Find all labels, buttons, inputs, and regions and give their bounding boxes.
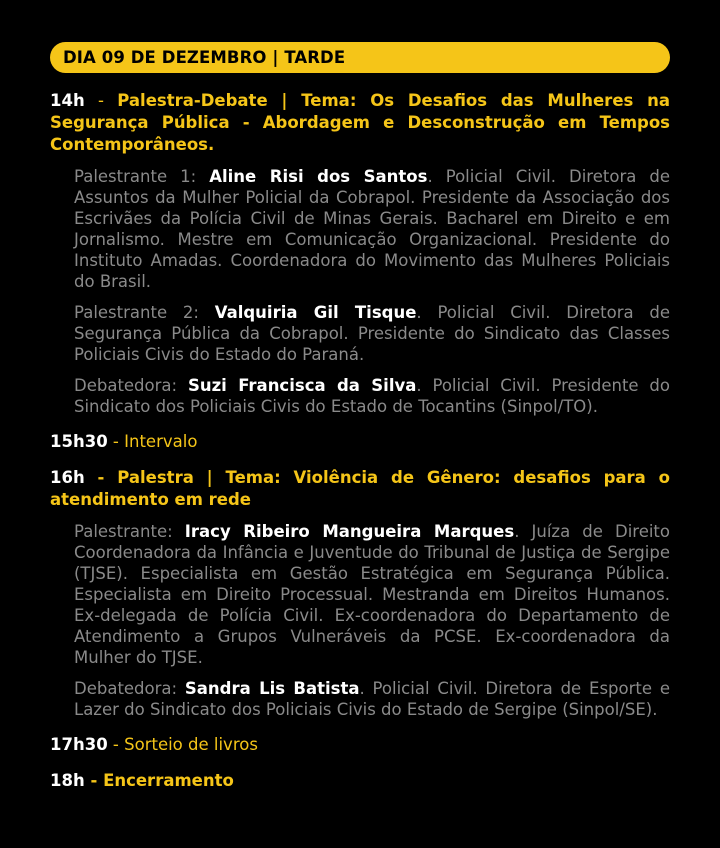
speaker-entry: [74, 375, 670, 417]
speaker-role: Debatedora:: [74, 679, 185, 698]
speaker-entry: [74, 302, 670, 365]
slot-heading: [50, 431, 670, 453]
speaker-name: Sandra Lis Batista: [184, 679, 360, 698]
speaker-role: Debatedora:: [74, 376, 188, 395]
speaker-name: Suzi Francisca da Silva: [187, 376, 417, 395]
day-label: DIA 09 DE DEZEMBRO | TARDE: [63, 48, 346, 67]
speaker-entry: [74, 521, 670, 668]
day-banner: [50, 42, 670, 73]
speaker-name: Valquiria Gil Tisque: [214, 303, 417, 322]
slot-heading: [50, 90, 670, 156]
speaker-bio: . Policial Civil. Diretora de Segurança Pública da Cobrapol. Presidente do Sindicato das Classes Policiais Civis do Estado do Paraná.: [74, 303, 670, 364]
schedule-slot-16h: [50, 467, 670, 720]
slot-title: Palestra | Tema: Violência de Gênero: desafios para o atendimento em rede: [50, 468, 670, 509]
speaker-bio: . Policial Civil. Diretora de Esporte e Lazer do Sindicato dos Policiais Civis do Estado de Sergipe (Sinpol/SE).: [74, 679, 670, 719]
speaker-bio: . Policial Civil. Diretora de Assuntos da Mulher Policial da Cobrapol. Presidente da Associação dos Escrivães da Polícia Civil de Minas Gerais. Bacharel em Direito e em Jornalismo. Mestre em Comunicação Organizacional. Presidente do Instituto Amadas. Coordenadora do Movimento das Mulheres Policiais do Brasil.: [74, 167, 670, 291]
slot-dash: -: [107, 735, 125, 754]
slot-heading: [50, 734, 670, 756]
slot-title: Intervalo: [124, 432, 198, 451]
slot-heading: [50, 770, 670, 792]
slot-time: 16h: [50, 468, 85, 487]
speaker-name: Iracy Ribeiro Mangueira Marques: [184, 522, 515, 541]
schedule-slot-14h: [50, 90, 670, 417]
schedule: [50, 90, 670, 792]
schedule-slot-18h: [50, 770, 670, 792]
speaker-bio: . Juíza de Direito Coordenadora da Infância e Juventude do Tribunal de Justiça de Sergipe (TJSE). Especialista em Gestão Estratégica em Segurança Pública. Especialista em Direito Processual. Mestranda em Direitos Humanos. Ex-delegada de Polícia Civil. Ex-coordenadora do Departamento de Atendimento a Grupos Vulneráveis da PCSE. Ex-coordenadora da Mulher do TJSE.: [74, 522, 671, 667]
slot-heading: [50, 467, 670, 511]
slot-time: 15h30: [50, 432, 108, 451]
slot-title: Palestra-Debate | Tema: Os Desafios das Mulheres na Segurança Pública - Abordagem e Desconstrução em Tempos Contemporâneos.: [50, 91, 670, 154]
slot-time: 17h30: [50, 735, 108, 754]
speaker-role: Palestrante 1:: [74, 167, 210, 186]
slot-time: 14h: [50, 91, 85, 110]
slot-dash: -: [84, 91, 118, 110]
slot-title: Sorteio de livros: [124, 735, 258, 754]
schedule-slot-15h30: [50, 431, 670, 453]
speaker-name: Aline Risi dos Santos: [209, 167, 428, 186]
slot-dash: -: [84, 468, 118, 487]
slot-dash: -: [107, 432, 125, 451]
slot-title: Encerramento: [103, 771, 234, 790]
speaker-entry: [74, 678, 670, 720]
slot-time: 18h: [50, 771, 85, 790]
speaker-entry: [74, 166, 670, 292]
slot-dash: -: [84, 771, 104, 790]
speaker-role: Palestrante 2:: [74, 303, 215, 322]
speaker-bio: . Policial Civil. Presidente do Sindicato dos Policiais Civis do Estado de Tocantins (Sinpol/TO).: [74, 376, 670, 416]
schedule-slot-17h30: [50, 734, 670, 756]
speaker-role: Palestrante:: [74, 522, 185, 541]
